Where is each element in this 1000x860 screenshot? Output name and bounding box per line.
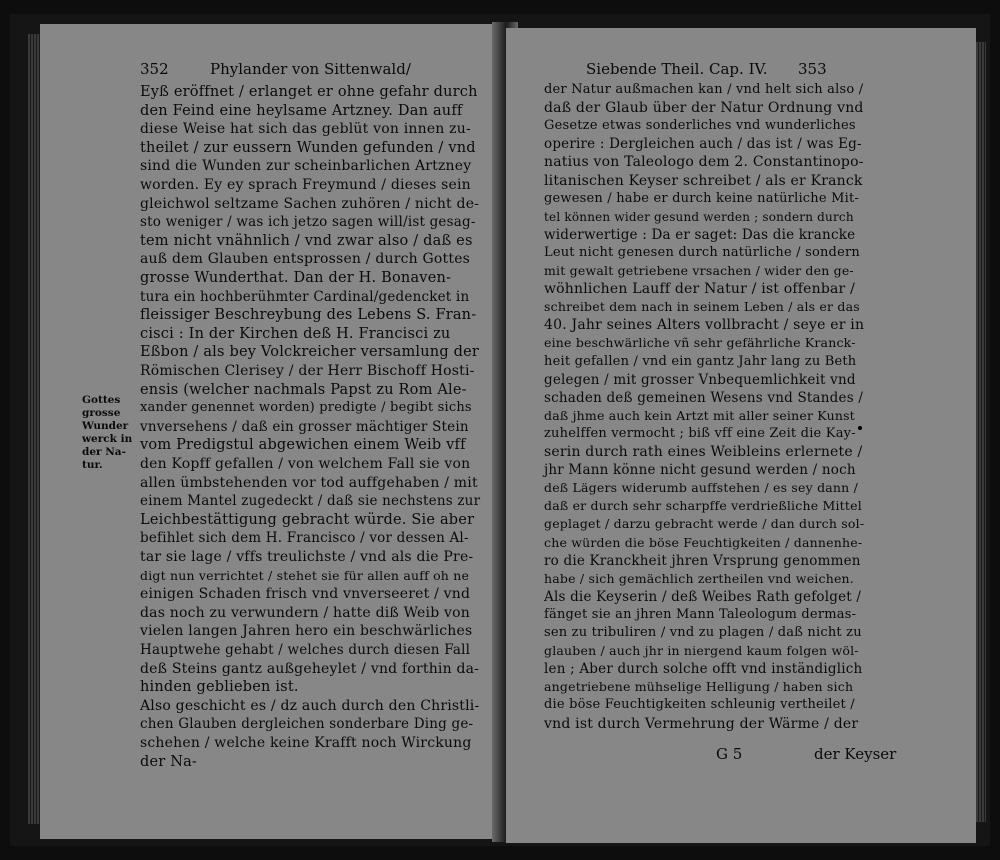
margin-note-line: werck in [82,433,133,445]
text-line: gewesen / habe er durch keine natürliche Mit- [544,190,859,206]
text-line: habe / sich gemächlich zertheilen vnd weichen. [544,570,854,586]
right-running-head: Siebende Theil. Cap. IV. [586,60,768,78]
text-line: gelegen / mit grosser Vnbequemlichkeit vnd [544,371,856,388]
text-line: schreibet dem nach in seinem Leben / als er das [544,299,860,315]
text-line: grosse Wunderthat. Dan der H. Bonaven- [140,270,452,286]
page-edge-left [28,34,40,824]
text-line: len ; Aber durch solche offt vnd inständiglich [544,661,863,678]
open-book [10,14,990,846]
text-line: tura ein hochberühmter Cardinal/gedencket in [140,288,470,305]
text-line: fänget sie an jhren Mann Taleologum dermas- [544,606,857,622]
text-line: mit gewalt getriebene vrsachen / wider den ge- [544,263,854,278]
text-line: xander genennet worden) predigte / begibt sichs [140,400,472,416]
text-line: chen Glauben dergleichen sonderbare Ding ge- [140,716,474,733]
text-line: Eyß eröffnet / erlanget er ohne gefahr durch [140,84,478,100]
text-line: eine beschwärliche vñ sehr gefährliche Kranck- [544,335,856,351]
text-line: allen ümbstehenden vor tod auffgehaben / mit [140,474,478,491]
text-line: ensis (welcher nachmals Papst zu Rom Ale- [140,381,467,398]
left-page [40,24,502,839]
text-line: befihlet sich dem H. Francisco / vor dessen Al- [140,530,469,547]
margin-note-line: Wunder [82,420,129,432]
text-line: den Kopff gefallen / von welchem Fall sie von [140,456,471,472]
text-line: Hauptwehe gehabt / welches durch diesen Fall [140,642,471,658]
ink-spot [858,426,862,430]
text-line: sind die Wunden zur scheinbarlichen Artzney [140,158,472,175]
text-line: daß er durch sehr scharpffe verdrießliche Mittel [544,498,862,514]
text-line: worden. Ey ey sprach Freymund / dieses sein [140,177,471,193]
text-line: diese Weise hat sich das geblüt von innen zu- [140,121,471,138]
text-line: zuhelffen vermocht ; biß vff eine Zeit die Kay- [544,425,856,441]
margin-note [82,394,132,472]
text-line: Leichbestättigung gebracht würde. Sie aber [140,511,475,528]
text-line: theilet / zur eussern Wunden gefunden / vnd [140,139,476,156]
signature-mark: G 5 [716,745,743,763]
text-line: der Natur außmachen kan / vnd helt sich also / [544,82,864,97]
text-line: vnversehens / daß ein grosser mächtiger Stein [140,418,469,435]
text-line: schaden deß gemeinen Wesens vnd Standes / [544,389,864,406]
text-line: operire : Dergleichen auch / das ist / was Eg- [544,136,862,153]
text-line: tel können wider gesund werden ; sondern durch [544,209,854,224]
text-line: tar sie lage / vffs treulichste / vnd als die Pre- [140,549,474,565]
margin-note-line: tur. [82,459,103,471]
right-page-number: 353 [798,60,827,78]
text-line: gleichwol seltzame Sachen zuhören / nicht de- [140,195,480,212]
text-line: Also geschicht es / dz auch durch den Christli- [140,697,480,714]
text-line: schehen / welche keine Krafft noch Wirckung [140,735,472,751]
left-running-head: Phylander von Sittenwald/ [210,60,411,78]
text-line: digt nun verrichtet / stehet sie für allen auff oh ne [140,567,470,583]
page-edge-right [976,42,986,822]
text-line: das noch zu verwundern / hatte diß Weib von [140,604,470,621]
margin-note-line: Gottes [82,394,121,406]
text-line: tem nicht vnähnlich / vnd zwar also / daß es [140,232,473,249]
text-line: vom Predigstul abgewichen einem Weib vff [140,437,466,454]
text-line: ro die Kranckheit jhren Vrsprung genommen [544,552,861,569]
text-line: vnd ist durch Vermehrung der Wärme / der [544,715,859,732]
text-line: jhr Mann könne nicht gesund werden / noch [544,462,856,479]
text-line: hinden geblieben ist. [140,679,299,696]
text-line: natius von Taleologo dem 2. Constantinopo- [544,154,864,171]
text-line: litanischen Keyser schreibet / als er Kranck [544,172,863,189]
text-line: Als die Keyserin / deß Weibes Rath gefolget / [544,588,862,605]
text-line: Römischen Clerisey / der Herr Bischoff Hosti- [140,363,475,379]
text-line: einigen Schaden frisch vnd vnverseeret / vnd [140,586,471,603]
text-line: serin durch rath eines Weibleins erlernete / [544,444,863,460]
text-line: deß Lägers widerumb auffstehen / es sey dann / [544,480,859,496]
text-line: sen zu tribuliren / vnd zu plagen / daß nicht zu [544,625,862,640]
text-line: daß der Glaub über der Natur Ordnung vnd [544,100,864,117]
margin-note-line: grosse [82,407,121,419]
text-line: Leut nicht genesen durch natürliche / sondern [544,244,860,260]
text-line: che würden die böse Feuchtigkeiten / dannenhe- [544,534,863,550]
text-line: sto weniger / was ich jetzo sagen will/ist gesag- [140,214,476,231]
text-line: widerwertige : Da er saget: Das die krancke [544,226,856,243]
text-line: einem Mantel zugedeckt / daß sie nechstens zur [140,493,481,510]
text-line: cisci : In der Kirchen deß H. Francisci zu [140,325,451,342]
text-line: der Na- [140,753,198,770]
text-line: 40. Jahr seines Alters vollbracht / seye er in [544,317,865,334]
text-line: Eßbon / als bey Volckreicher versamlung der [140,344,480,361]
text-line: wöhnlichen Lauff der Natur / ist offenbar / [544,281,856,298]
text-line: den Feind eine heylsame Artzney. Dan auff [140,102,463,119]
catchword: der Keyser [814,745,897,763]
margin-note-line: der Na- [82,446,126,458]
text-line: deß Steins gantz außgeheylet / vnd forthin da- [140,660,480,677]
text-line: auß dem Glauben entsprossen / durch Gottes [140,251,471,268]
text-line: die böse Feuchtigkeiten schleunig vertheilet / [544,697,855,713]
text-line: glauben / auch jhr in niergend kaum folgen wöl- [544,643,859,659]
text-line: geplaget / darzu gebracht werde / dan durch sol- [544,516,865,532]
text-line: Gesetze etwas sonderliches vnd wunderliches [544,118,856,134]
text-line: daß jhme auch kein Artzt mit aller seiner Kunst [544,407,855,423]
text-line: fleissiger Beschreybung des Lebens S. Fran- [140,307,477,324]
text-line: vielen langen Jahren hero ein beschwärliches [140,623,473,640]
text-line: heit gefallen / vnd ein gantz Jahr lang zu Beth [544,353,857,369]
text-line: angetriebene mühselige Helligung / haben sich [544,679,854,695]
left-page-number: 352 [140,60,169,78]
right-page [506,28,976,843]
